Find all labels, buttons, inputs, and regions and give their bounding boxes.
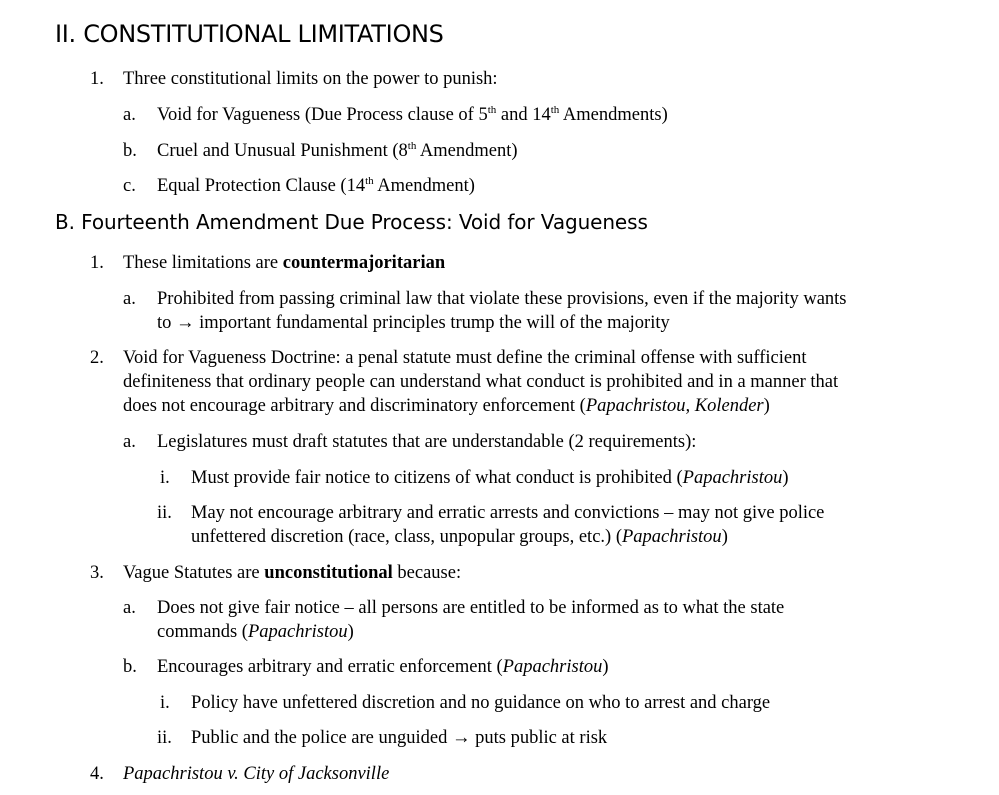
list-item-text: Prohibited from passing criminal law that violate these provisions, even if the majority wants	[157, 289, 847, 309]
list-item-text: Cruel and Unusual Punishment (8th Amendment)	[157, 140, 518, 161]
list-item-text: May not encourage arbitrary and erratic arrests and convictions – may not give police	[191, 503, 825, 523]
list-letter: b.	[123, 657, 137, 677]
list-letter: a.	[123, 105, 136, 125]
list-item-text: Vague Statutes are unconstitutional because:	[123, 563, 462, 583]
list-item-text: Three constitutional limits on the power to punish:	[123, 69, 498, 89]
list-item-text: Public and the police are unguided → puts public at risk	[191, 728, 608, 748]
list-roman: ii.	[157, 503, 172, 523]
list-number: 1.	[90, 69, 104, 89]
list-roman: i.	[160, 468, 170, 488]
section-heading-ii: II. CONSTITUTIONAL LIMITATIONS	[55, 20, 444, 48]
list-item-text: Equal Protection Clause (14th Amendment)	[157, 175, 475, 196]
list-item-text: Void for Vagueness (Due Process clause of 5th and 14th Amendments)	[157, 104, 668, 125]
section-heading-b: B. Fourteenth Amendment Due Process: Void for Vagueness	[55, 210, 648, 234]
list-item-text: Must provide fair notice to citizens of what conduct is prohibited (Papachristou)	[191, 468, 789, 488]
list-item-text: unfettered discretion (race, class, unpopular groups, etc.) (Papachristou)	[191, 527, 728, 547]
list-letter: a.	[123, 598, 136, 618]
list-number: 3.	[90, 563, 104, 583]
list-item-text: definiteness that ordinary people can understand what conduct is prohibited and in a manner that	[123, 372, 839, 392]
list-item-text: Encourages arbitrary and erratic enforcement (Papachristou)	[157, 657, 609, 677]
list-item-text: Legislatures must draft statutes that are understandable (2 requirements):	[157, 432, 697, 452]
list-item-text: to → important fundamental principles trump the will of the majority	[157, 313, 670, 333]
list-letter: c.	[123, 176, 136, 196]
list-item-text: does not encourage arbitrary and discriminatory enforcement (Papachristou, Kolender)	[123, 396, 770, 416]
list-roman: i.	[160, 693, 170, 713]
list-item-text: Policy have unfettered discretion and no guidance on who to arrest and charge	[191, 693, 771, 713]
list-item-text: Void for Vagueness Doctrine: a penal statute must define the criminal offense with sufficient	[123, 348, 807, 368]
list-letter: a.	[123, 432, 136, 452]
list-item-text: Does not give fair notice – all persons are entitled to be informed as to what the state	[157, 598, 785, 618]
case-citation: Papachristou v. City of Jacksonville	[123, 764, 390, 784]
list-roman: ii.	[157, 728, 172, 748]
list-number: 2.	[90, 348, 104, 368]
list-item-text: These limitations are countermajoritarian	[123, 253, 446, 273]
list-number: 4.	[90, 764, 104, 784]
list-number: 1.	[90, 253, 104, 273]
list-letter: b.	[123, 141, 137, 161]
list-item-text: commands (Papachristou)	[157, 622, 354, 642]
list-letter: a.	[123, 289, 136, 309]
